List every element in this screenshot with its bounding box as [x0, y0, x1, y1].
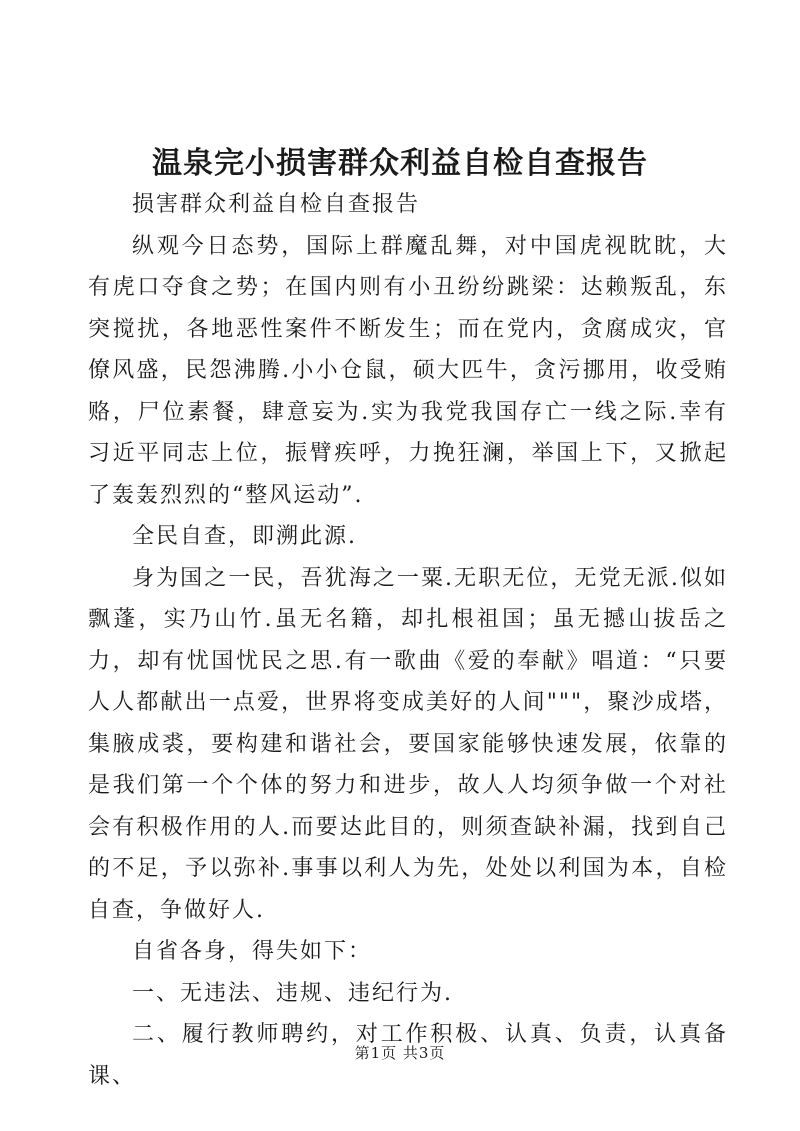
body-paragraph: 身为国之一民，吾犹海之一粟.无职无位，无党无派.似如飘蓬，实乃山竹.虽无名籍，却扎根祖国；虽无撼山拔岳之力，却有忧国忧民之思.有一歌曲《爱的奉献》唱道：“只要人人都献出一点爱，世界将变成美好的人间"""，聚沙成塔，集腋成裘，要构建和谐社会，要国家能够快速发展，依靠的是我们第一个个体的努力和进步，故人人均须争做一个对社会有积极作用的人.而要达此目的，则须查缺补漏，找到自己的不足，予以弥补.事事以利人为先，处处以利国为本，自检自查，争做好人. [88, 565, 728, 923]
body-paragraph: 纵观今日态势，国际上群魔乱舞，对中国虎视眈眈，大有虎口夺食之势；在国内则有小丑纷纷跳梁：达赖叛乱，东突搅扰，各地恶性案件不断发生；而在党内，贪腐成灾，官僚风盛，民怨沸腾.小小仓鼠，硕大匹牛，贪污挪用，收受贿赂，尸位素餐，肆意妄为.实为我党我国存亡一线之际.幸有习近平同志上位，振臂疾呼，力挽狂澜，举国上下，又掀起了轰轰烈烈的“整风运动”. [88, 233, 728, 508]
page-number-footer: 第1页 共3页 [354, 1044, 446, 1062]
list-item-paragraph: 二、履行教师聘约，对工作积极、认真、负责，认真备课、 [88, 1022, 728, 1089]
body-paragraph: 全民自查，即溯此源. [132, 524, 357, 549]
document-title: 温泉完小损害群众利益自检自查报告 [152, 146, 648, 181]
body-paragraph: 自省各身，得失如下： [132, 939, 373, 964]
document-body [88, 184, 728, 1097]
subtitle-paragraph: 损害群众利益自检自查报告 [132, 192, 421, 217]
list-item-paragraph: 一、无违法、违规、违纪行为. [132, 980, 453, 1006]
